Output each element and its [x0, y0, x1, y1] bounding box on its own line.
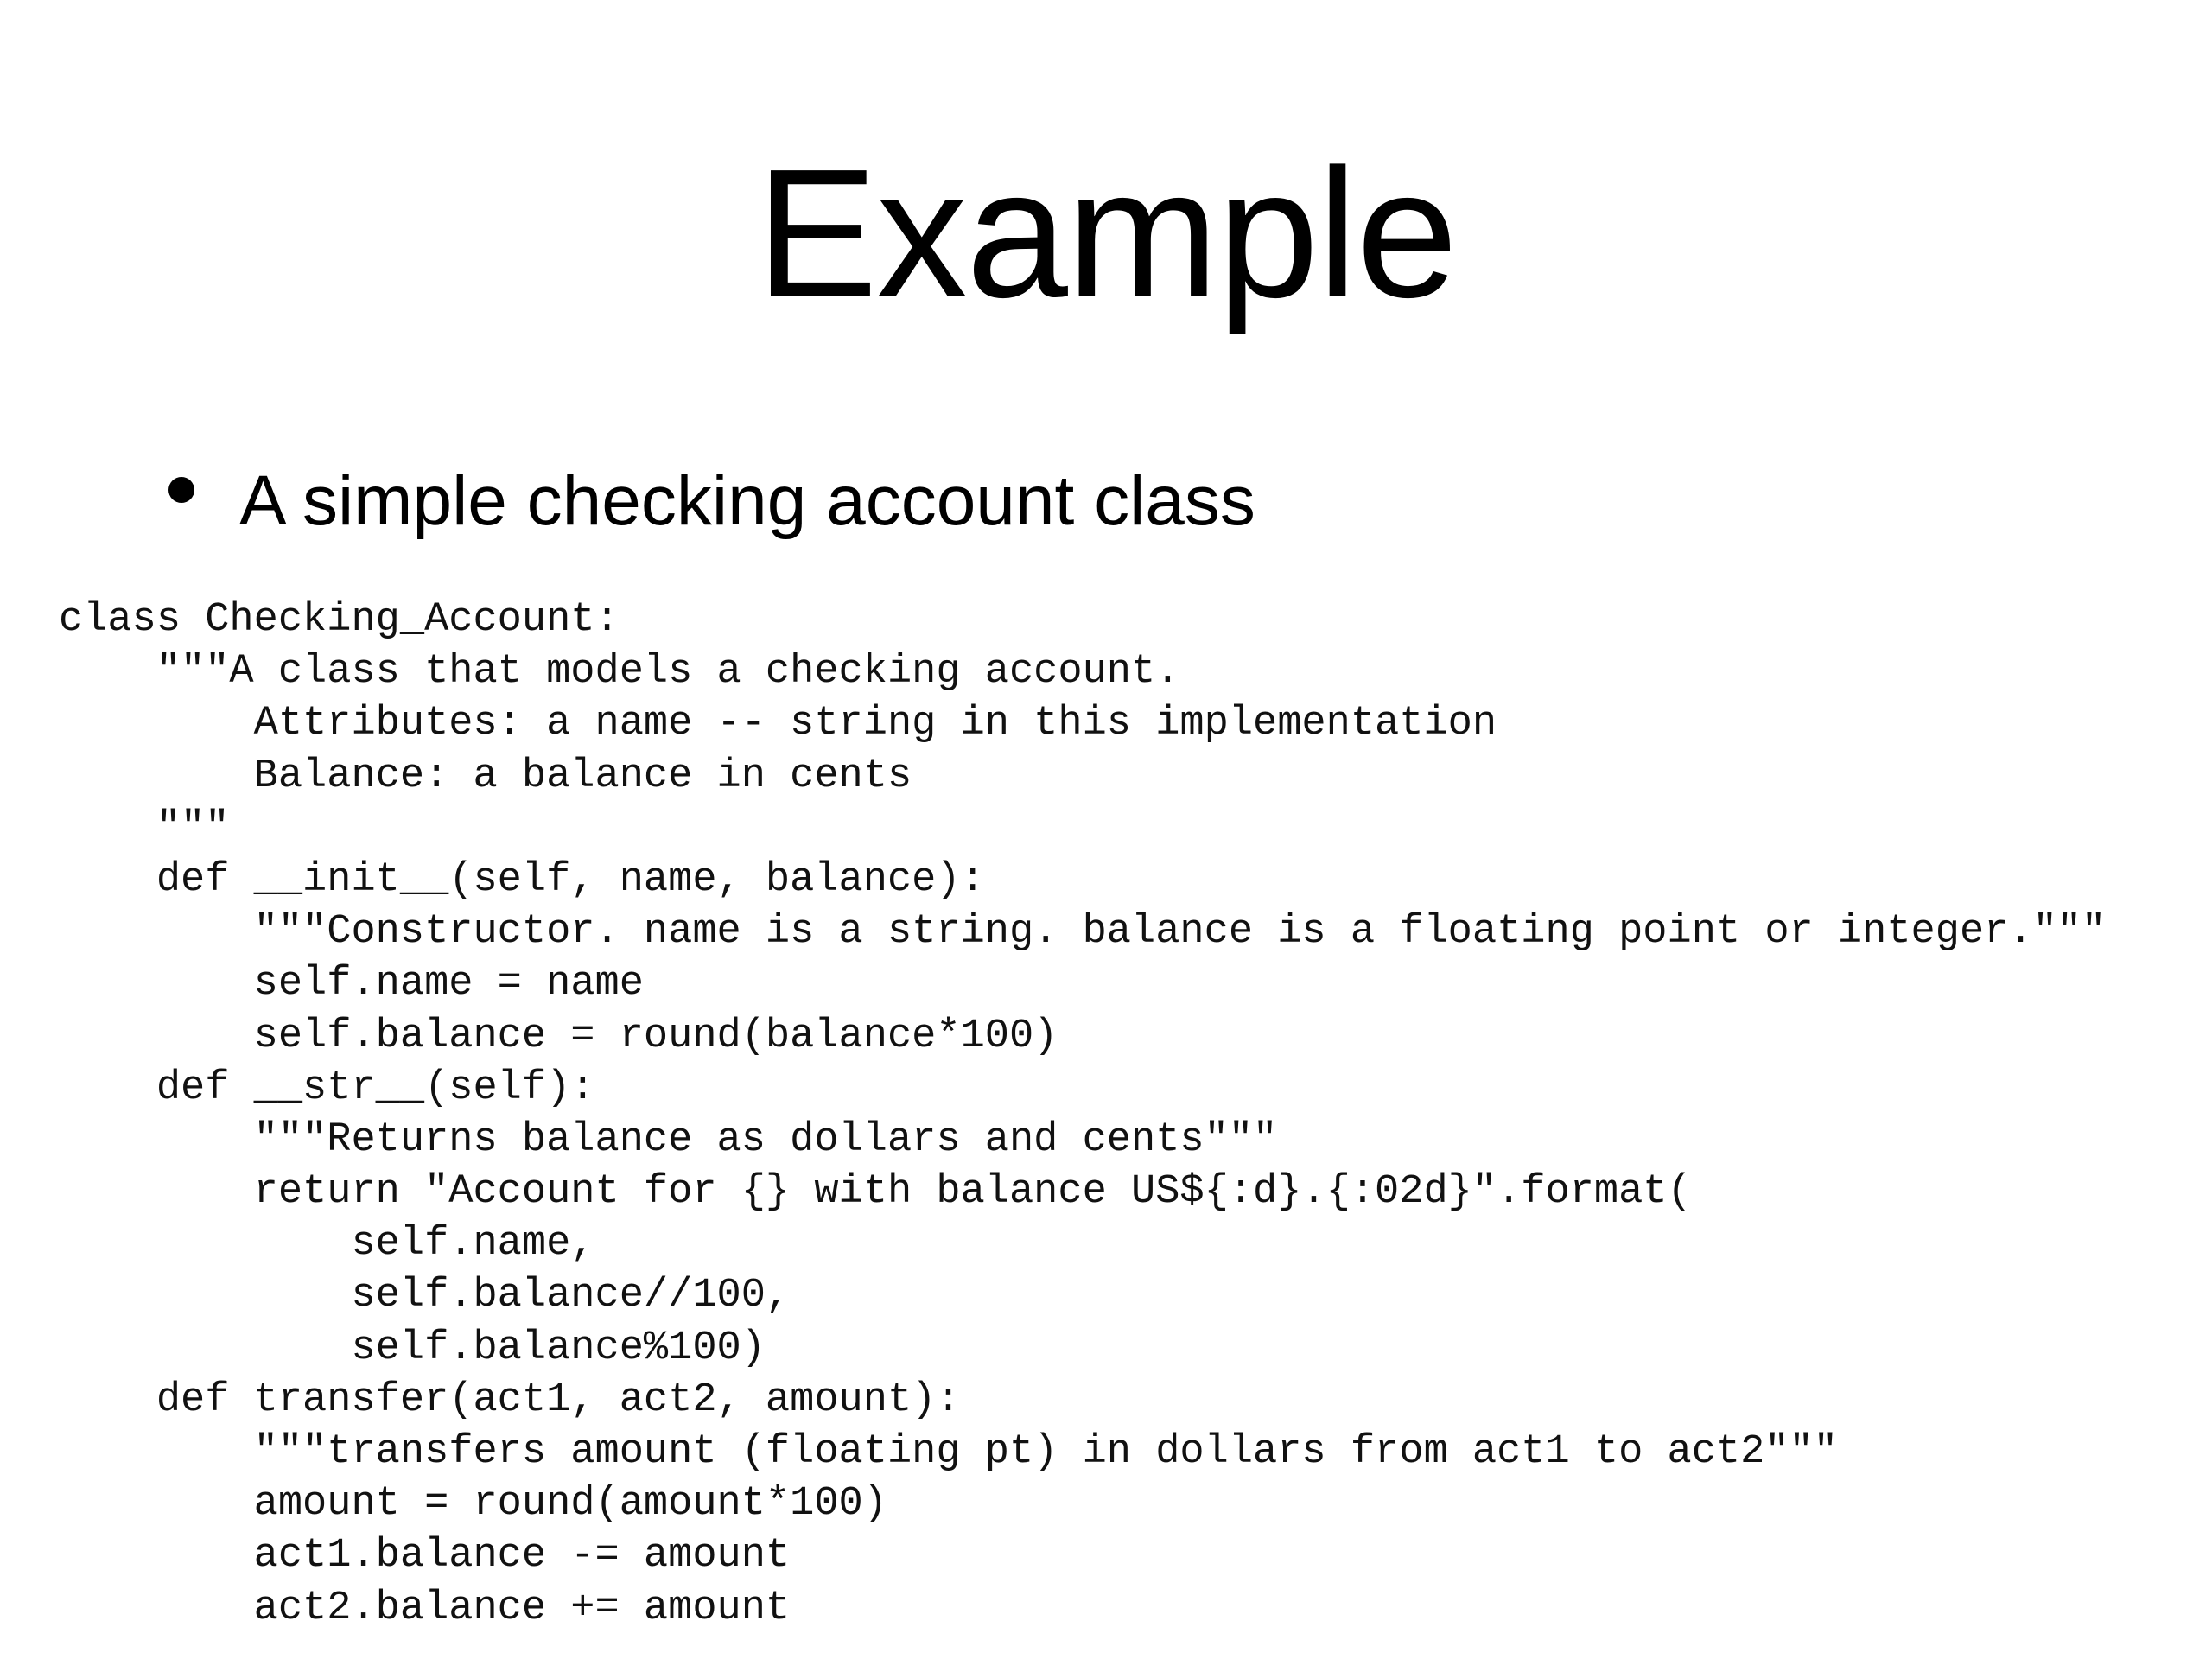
code-line: """Constructor. name is a string. balance is a floating point or integer."""	[59, 909, 2107, 956]
code-line: self.name,	[59, 1221, 595, 1268]
code-line: def __init__(self, name, balance):	[59, 856, 985, 903]
code-line: self.balance%100)	[59, 1325, 766, 1371]
code-line: return "Account for {} with balance US${:d}.{:02d}".format(	[59, 1169, 1692, 1216]
code-line: class Checking_Account:	[59, 597, 620, 643]
slide-title: Example	[755, 130, 1457, 335]
code-line: self.balance = round(balance*100)	[59, 1013, 1058, 1059]
code-line: """	[59, 804, 230, 851]
code-line: """Returns balance as dollars and cents"""	[59, 1116, 1278, 1163]
code-line: def transfer(act1, act2, amount):	[59, 1376, 961, 1423]
bullet-dot-icon	[168, 477, 194, 503]
code-line: act2.balance += amount	[59, 1585, 791, 1631]
code-line: Balance: a balance in cents	[59, 753, 912, 799]
code-line: Attributes: a name -- string in this implementation	[59, 701, 1497, 747]
code-line: """A class that models a checking account.	[59, 649, 1180, 696]
bullet-item	[168, 449, 1255, 553]
code-line: def __str__(self):	[59, 1065, 595, 1111]
bullet-text: A simple checking account class	[239, 461, 1255, 540]
code-block	[59, 594, 2106, 1635]
code-line: """transfers amount (floating pt) in dollars from act1 to act2"""	[59, 1429, 1838, 1475]
code-line: self.name = name	[59, 961, 644, 1007]
code-line: act1.balance -= amount	[59, 1533, 791, 1580]
code-line: amount = round(amount*100)	[59, 1481, 887, 1528]
code-line: self.balance//100,	[59, 1273, 791, 1319]
